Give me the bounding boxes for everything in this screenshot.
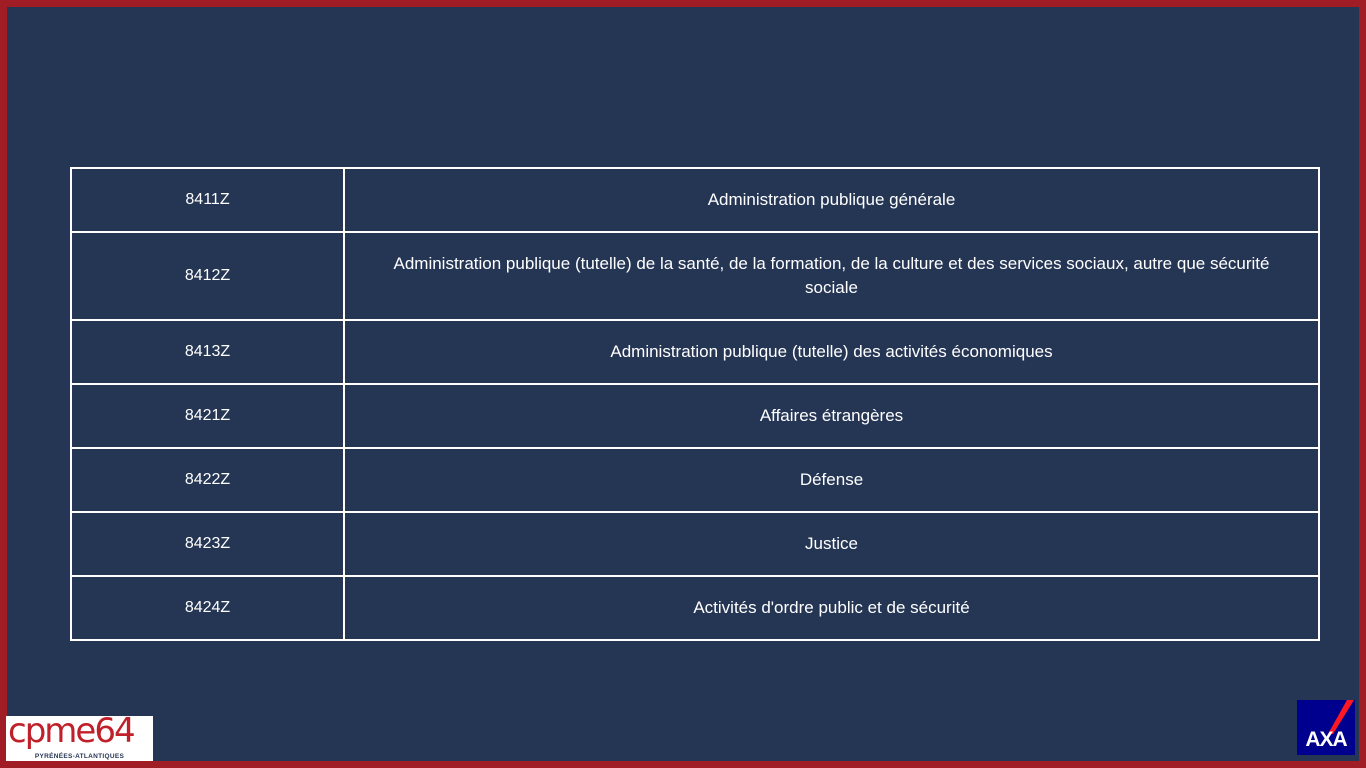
code-cell: 8421Z [71,384,344,448]
label-cell: Administration publique générale [344,168,1319,232]
label-cell: Administration publique (tutelle) des activités économiques [344,320,1319,384]
table-row [71,448,1319,512]
table-row [71,384,1319,448]
table-row [71,512,1319,576]
code-cell: 8412Z [71,232,344,320]
cpme-logo-subtitle: PYRÉNÉES-ATLANTIQUES [34,753,125,760]
label-cell: Activités d'ordre public et de sécurité [344,576,1319,640]
table-row [71,576,1319,640]
label-cell: Défense [344,448,1319,512]
label-cell: Affaires étrangères [344,384,1319,448]
table-row [71,320,1319,384]
cpme-logo-wordmark: cpme64 [8,716,134,751]
code-cell: 8423Z [71,512,344,576]
label-cell: Justice [344,512,1319,576]
label-cell: Administration publique (tutelle) de la santé, de la formation, de la culture et des services sociaux, autre que sécurité sociale [344,232,1319,320]
table-row [71,168,1319,232]
code-cell: 8424Z [71,576,344,640]
cpme-logo [6,716,153,761]
table-row [71,232,1319,320]
axa-logo [1297,700,1355,755]
code-cell: 8411Z [71,168,344,232]
naf-code-table [70,167,1320,641]
code-cell: 8422Z [71,448,344,512]
code-cell: 8413Z [71,320,344,384]
axa-logo-text: AXA [1305,728,1347,751]
